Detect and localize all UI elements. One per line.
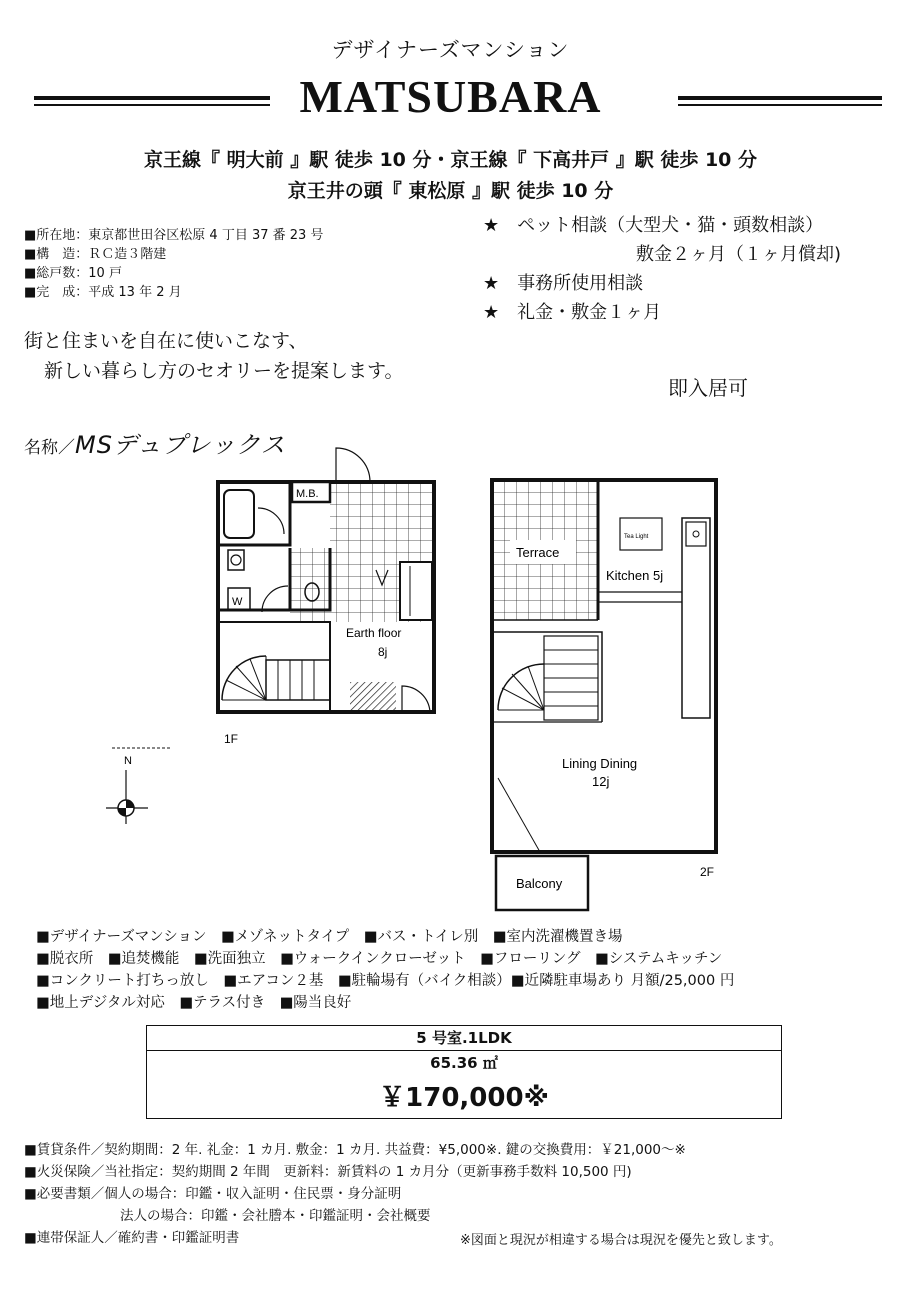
condition-lease: ■賃貸条件／契約期間：2 年. 礼金：1 カ月. 敷金：1 カ月. 共益費：¥5,000※. 鍵の交換費用：￥21,000～※ — [24, 1142, 686, 1158]
feature-line-3: ■コンクリート打ちっ放し ■エアコン２基 ■駐輪場有（バイク相談）■近隣駐車場あり 月額/25,000 円 — [36, 973, 735, 989]
price-box — [146, 1025, 782, 1119]
living-label: Lining Dining — [562, 756, 638, 771]
spec-completion: ■完 成：平成 13 年 2 月 — [24, 285, 182, 300]
highlight-office: ★ 事務所使用相談 — [483, 273, 644, 294]
access-line-2: 京王井の頭『 東松原 』駅 徒歩 10 分 — [287, 180, 614, 202]
disclaimer-notice: ※図面と現況が相違する場合は現況を優先と致します。 — [460, 1233, 782, 1248]
spec-structure: ■構 造：ＲＣ造３階建 — [24, 247, 167, 262]
plan-name-value: MSデュプレックス — [75, 431, 286, 459]
north-label: N — [124, 755, 132, 767]
earth-floor-size: 8j — [378, 645, 388, 659]
feature-line-2: ■脱衣所 ■追焚機能 ■洗面独立 ■ウォークインクローゼット ■フローリング ■システムキッチン — [36, 951, 723, 967]
catchcopy-line-1: 街と住まいを自在に使いこなす、 — [24, 330, 308, 352]
building-subtitle: デザイナーズマンション — [331, 38, 570, 62]
mb-label: M.B. — [296, 488, 319, 500]
living-size: 12j — [592, 774, 610, 789]
spec-units: ■総戸数：10 戸 — [24, 266, 122, 281]
earth-floor-label: Earth floor — [346, 626, 402, 640]
highlight-pet: ★ ペット相談（大型犬・猫・頭数相談） — [483, 215, 824, 236]
tealight-label: Tea Light — [624, 534, 649, 540]
catchcopy-line-2: 新しい暮らし方のセオリーを提案します。 — [44, 360, 404, 382]
floor-label-2f: 2F — [700, 865, 715, 879]
kitchen-label: Kitchen 5j — [606, 568, 664, 583]
floor-area: 65.36 ㎡ — [430, 1054, 498, 1072]
room-type: 5 号室.1LDK — [147, 1026, 781, 1051]
condition-documents-corporate: 法人の場合：印鑑・会社謄本・印鑑証明・会社概要 — [120, 1208, 431, 1224]
floor-label-1f: 1F — [224, 732, 239, 746]
terrace-label: Terrace — [516, 545, 560, 560]
balcony-label: Balcony — [516, 876, 563, 891]
condition-documents-individual: ■必要書類／個人の場合：印鑑・収入証明・住民票・身分証明 — [24, 1186, 402, 1202]
highlight-deposit: 敷金２ヶ月（１ヶ月償却) — [636, 244, 842, 265]
north-arrow — [106, 748, 170, 824]
move-in-badge: 即入居可 — [668, 376, 748, 400]
washer-label: W — [232, 596, 243, 608]
plan-name-label: 名称／ — [24, 438, 75, 458]
access-line-1: 京王線『 明大前 』駅 徒歩 10 分・京王線『 下高井戸 』駅 徒歩 10 分 — [143, 149, 758, 171]
feature-line-1: ■デザイナーズマンション ■メゾネットタイプ ■バス・トイレ別 ■室内洗濯機置き場 — [36, 929, 623, 945]
condition-guarantor: ■連帯保証人／確約書・印鑑証明書 — [24, 1230, 240, 1246]
condition-insurance: ■火災保険／当社指定：契約期間 2 年間 更新料：新賃料の 1 カ月分（更新事務手数料 10,500 円) — [24, 1164, 632, 1180]
spec-address: ■所在地：東京都世田谷区松原 4 丁目 37 番 23 号 — [24, 228, 324, 243]
feature-line-4: ■地上デジタル対応 ■テラス付き ■陽当良好 — [36, 995, 352, 1011]
floor-plan-1f — [218, 448, 434, 746]
building-title: MATSUBARA — [299, 71, 602, 122]
highlight-key-money: ★ 礼金・敷金１ヶ月 — [483, 302, 662, 323]
rent-price: ￥170,000※ — [379, 1083, 549, 1113]
floor-plan-2f — [492, 480, 716, 910]
